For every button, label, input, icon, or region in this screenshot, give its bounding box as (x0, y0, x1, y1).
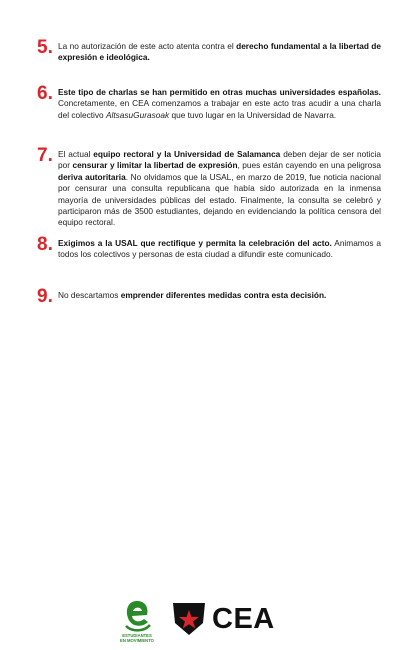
point-text (58, 238, 381, 261)
text-run: El actual (58, 149, 94, 159)
text-run-italic: AltsasuGurasoak (105, 109, 170, 120)
text-run: La no autorización de este acto atenta contra el (58, 41, 237, 51)
point-number: 7. (37, 145, 53, 166)
logo-line: EN MOVIMIENTO (120, 637, 154, 643)
text-run: . No olvidamos que la USAL, en marzo de 2019, fue noticia nacional por censurar una consulta republicana que había sido autorizada en la inmensa mayoría de universidades públicas del estado. Finalmente, la consulta se celebró y participaron más de 3500 estudiantes, dejando en evidenciando la política censora del equipo rectoral. (58, 171, 382, 228)
text-run-bold: censurar y limitar la libertad de expresión (72, 160, 238, 171)
point-number: 6. (37, 83, 53, 104)
text-run-bold: Exigimos a la USAL que rectifique y permita la celebración del acto. (58, 238, 332, 248)
logo-line: ESTUDIANTES (122, 633, 152, 638)
point-7 (37, 145, 382, 229)
cea-logo-text: CEA (212, 603, 275, 635)
text-run: No descartamos (58, 290, 121, 300)
text-run: Concretamente, en CEA comenzamos a trabajar en este acto tras acudir a una charla del colectivo (58, 98, 381, 120)
text-run: deben dejar de ser noticia por (58, 149, 381, 171)
text-run-bold: derecho fundamental a la libertad de expresión e ideológica. (58, 41, 381, 63)
logo-caption (112, 634, 162, 643)
text-run: que tuvo lugar en la Universidad de Navarra. (169, 109, 337, 120)
point-number: 8. (37, 234, 53, 255)
text-run-bold: emprender diferentes medidas contra esta decisión. (120, 290, 327, 300)
point-text (58, 149, 381, 229)
cea-star-shield-icon (170, 601, 208, 637)
point-text (58, 87, 381, 121)
text-run: Animamos a todos los colectivos y personas de esta ciudad a difundir este comunicado. (58, 238, 381, 260)
point-9 (37, 286, 381, 307)
point-5 (37, 37, 381, 64)
estudiantes-en-movimiento-logo (112, 598, 162, 646)
text-run-bold: deriva autoritaria (58, 171, 126, 182)
point-text (58, 41, 381, 64)
point-number: 5. (37, 37, 53, 58)
estudiantes-en-movimiento-logo-icon (122, 598, 152, 634)
point-8 (37, 234, 381, 261)
text-run-bold: Este tipo de charlas se han permitido en otras muchas universidades españolas. (58, 87, 381, 97)
point-text (58, 290, 381, 301)
point-number: 9. (37, 286, 53, 307)
point-6 (37, 83, 381, 121)
text-run-bold: equipo rectoral y la Universidad de Salamanca (93, 149, 281, 159)
text-run: , pues están cayendo en una peligrosa (237, 160, 381, 171)
footer-logos (0, 598, 413, 650)
